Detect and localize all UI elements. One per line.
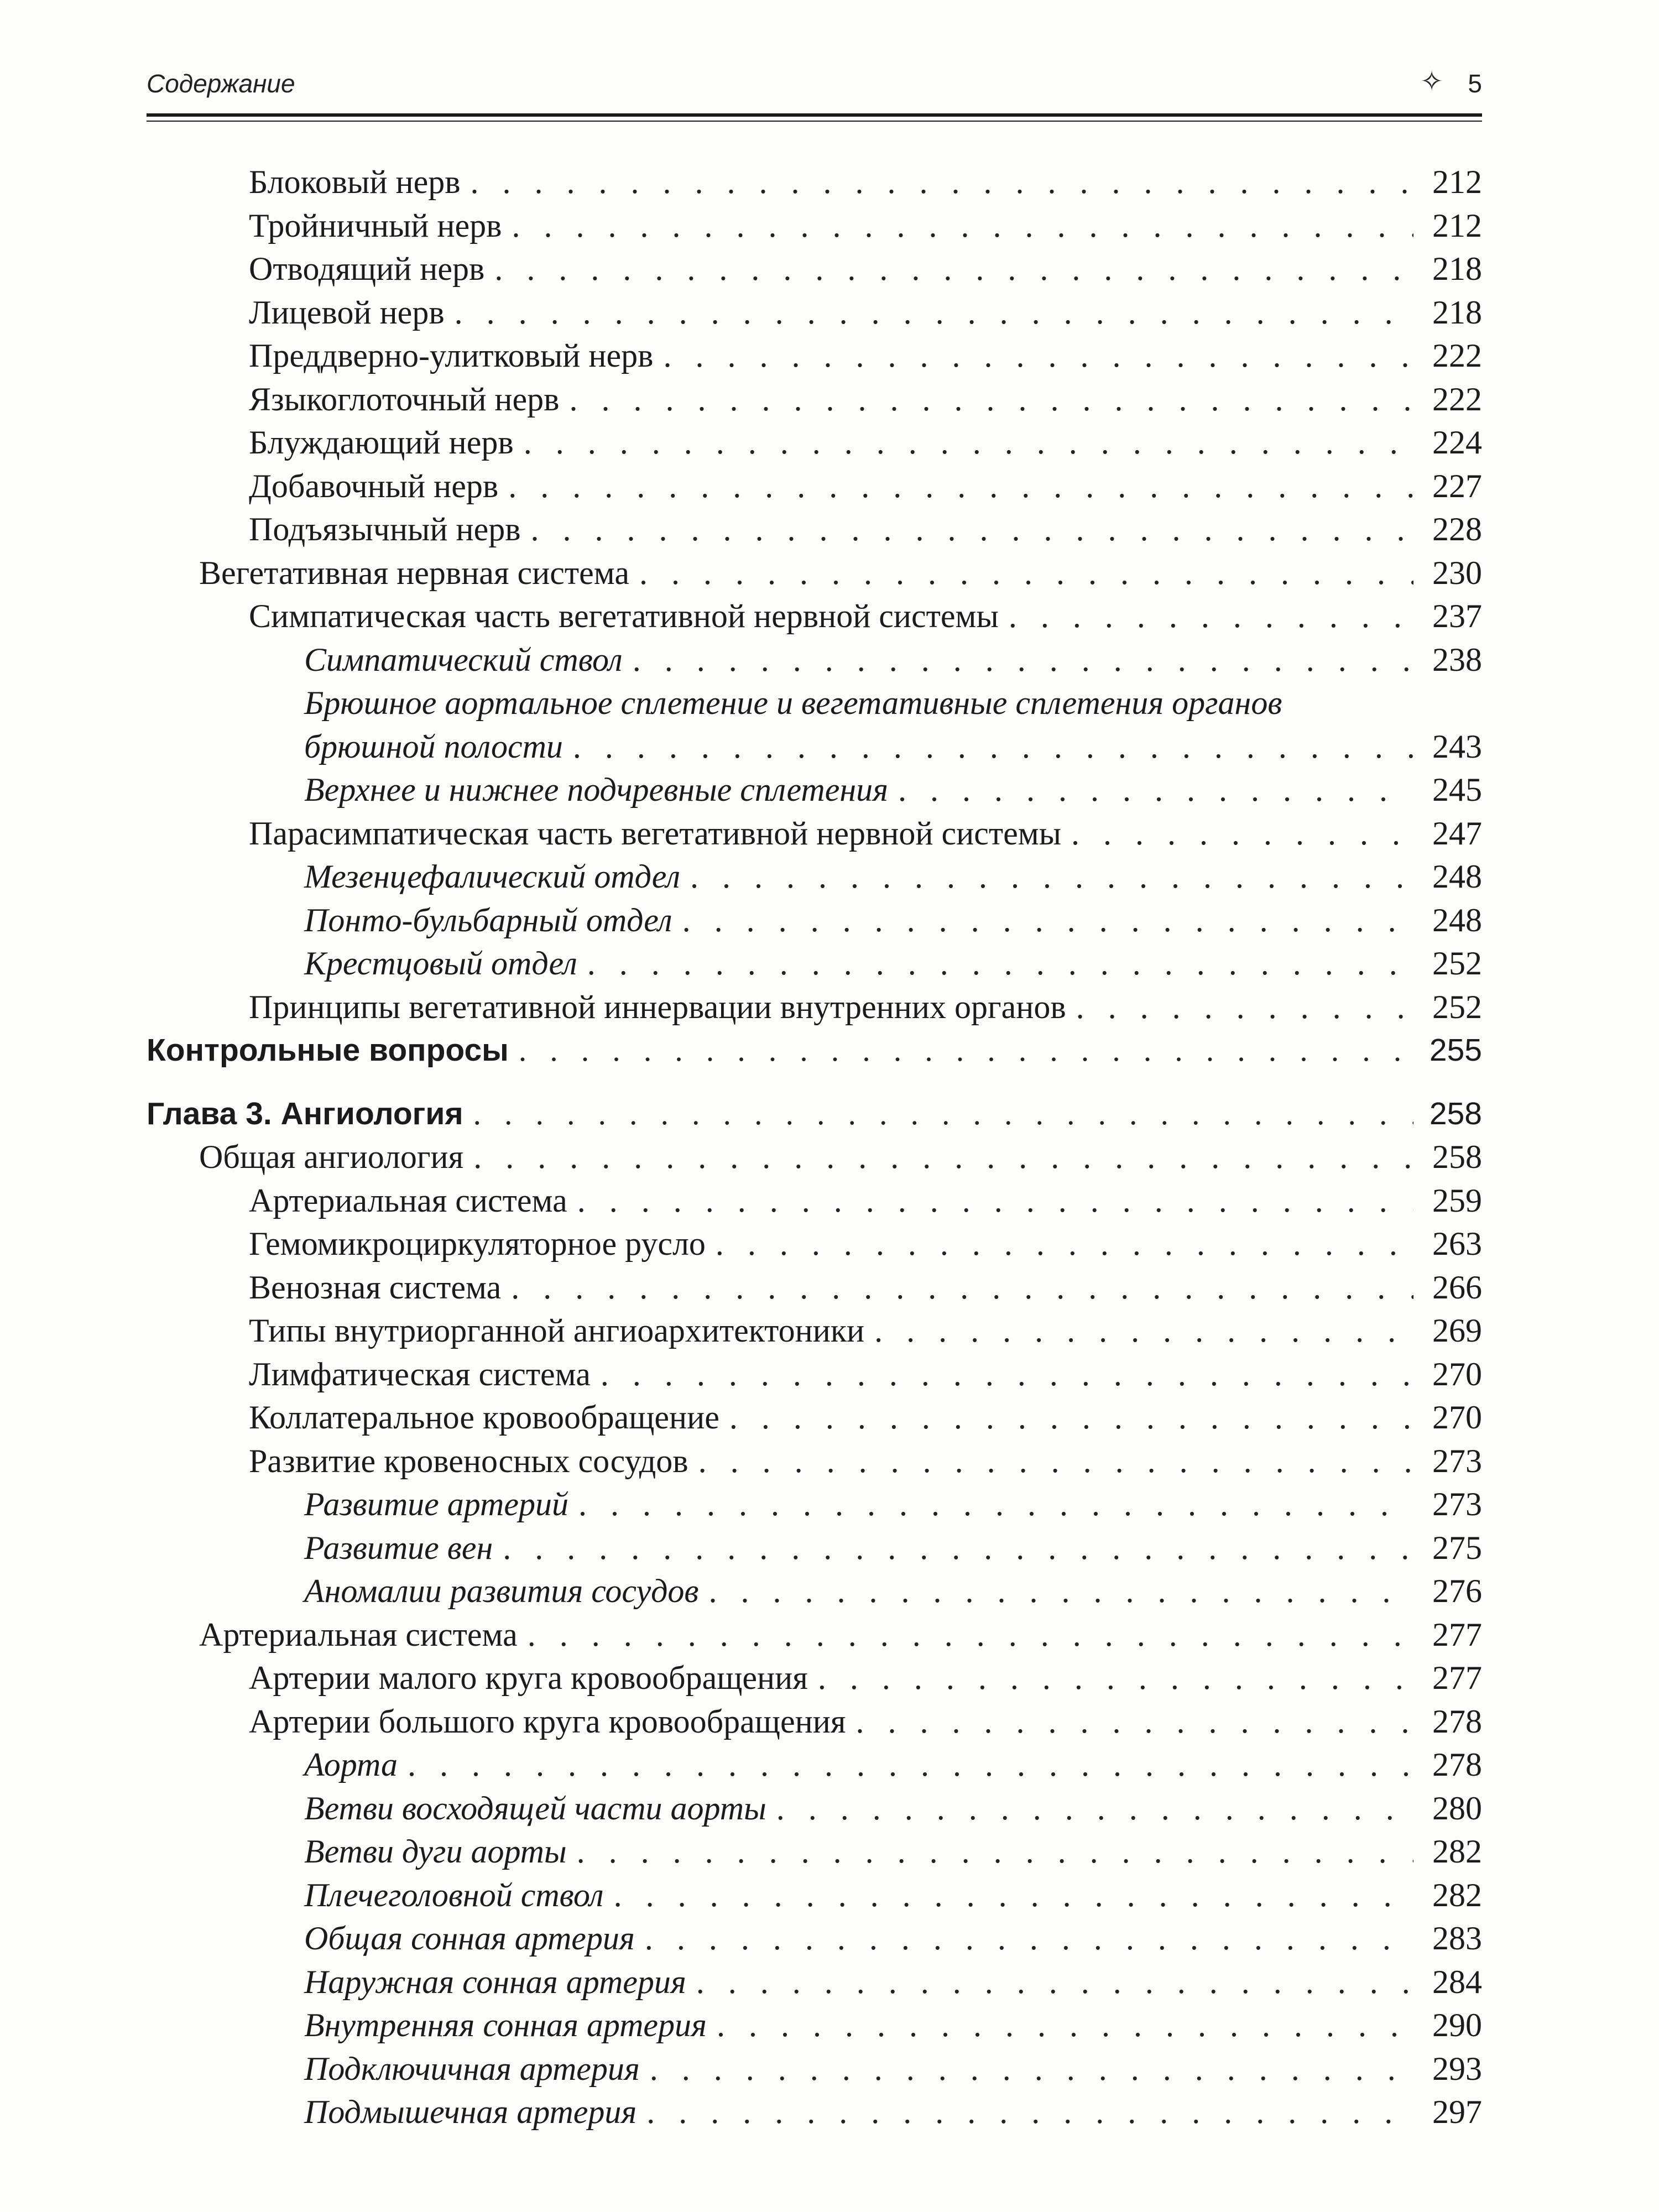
toc-entry [147, 855, 1482, 899]
toc-entry-page: 230 [1432, 554, 1482, 591]
toc-entry [147, 1569, 1482, 1613]
dot-leader [818, 1656, 1413, 1700]
toc-entry-title: Подмышечная артерия [304, 2094, 637, 2130]
toc-entry-page: 270 [1432, 1399, 1482, 1436]
toc-entry-title: Понто-бульбарный отдел [304, 901, 672, 938]
toc-entry [147, 594, 1482, 638]
toc-entry [147, 2004, 1482, 2047]
toc-entry-title: Типы внутриорганной ангиоархитектоники [249, 1312, 865, 1349]
toc-entry-title: брюшной полости [304, 728, 563, 765]
dot-leader [578, 1483, 1413, 1526]
toc-entry [147, 1483, 1482, 1526]
toc-entry-page: 269 [1432, 1312, 1482, 1349]
toc-entry-title: Венозная система [249, 1269, 502, 1306]
toc-entry [147, 1222, 1482, 1266]
dot-leader [577, 1179, 1413, 1223]
toc-entry-page: 237 [1432, 598, 1482, 634]
toc-entry [147, 1353, 1482, 1396]
toc-entry-title: Тройничный нерв [249, 207, 502, 244]
toc-entry-title: Ветви дуги аорты [304, 1833, 567, 1870]
dot-leader [503, 1526, 1413, 1570]
toc-entry-title: Крестцовый отдел [304, 945, 577, 982]
toc-entry-page: 243 [1432, 728, 1482, 765]
toc-entry-page: 282 [1432, 1833, 1482, 1870]
toc-entry-title: Добавочный нерв [249, 467, 499, 504]
dot-leader [650, 2047, 1413, 2091]
toc-entry-title: Аорта [304, 1746, 398, 1783]
toc-entry [147, 1266, 1482, 1310]
dot-leader [696, 1960, 1413, 2004]
toc-entry [147, 334, 1482, 378]
toc-entry-title: Развитие артерий [304, 1486, 568, 1522]
toc-entry-page: 270 [1432, 1355, 1482, 1392]
toc-entry-page: 259 [1432, 1182, 1482, 1219]
toc-entry [147, 681, 1482, 725]
dot-leader [614, 1874, 1413, 1917]
header-rule-thin [147, 121, 1482, 122]
dot-leader [511, 1266, 1413, 1310]
toc-entry-title: Артерии малого круга кровообращения [249, 1660, 808, 1696]
toc-entry-page: 284 [1432, 1963, 1482, 2000]
toc-entry-title: Внутренняя сонная артерия [304, 2007, 707, 2043]
toc-entry [147, 160, 1482, 204]
toc-entry-page: 228 [1432, 511, 1482, 547]
dot-leader [645, 1917, 1413, 1960]
toc-entry [147, 1439, 1482, 1483]
toc-entry-title: Общая сонная артерия [304, 1920, 635, 1957]
toc-entry [147, 378, 1482, 421]
toc-entry [147, 1700, 1482, 1744]
toc-entry-page: 248 [1432, 901, 1482, 938]
toc-entry [147, 1874, 1482, 1917]
toc-entry-page: 247 [1432, 815, 1482, 852]
toc-entry-page: 218 [1432, 251, 1482, 287]
toc-entry [147, 899, 1482, 942]
toc-entry-title: Мезенцефалический отдел [304, 858, 681, 895]
toc-entry [147, 1960, 1482, 2004]
dot-leader [455, 291, 1413, 335]
toc-entry-title: Артериальная система [199, 1616, 518, 1653]
toc-entry [147, 421, 1482, 465]
dot-leader [716, 1222, 1413, 1266]
toc-entry [147, 2090, 1482, 2134]
dot-leader [717, 2004, 1413, 2047]
toc-entry-page: 273 [1432, 1486, 1482, 1522]
toc-entry [147, 247, 1482, 291]
dot-leader [519, 1029, 1413, 1073]
toc-entry-title: Блоковый нерв [249, 164, 461, 200]
toc-entry [147, 204, 1482, 248]
dot-leader [646, 2090, 1413, 2134]
toc-entry-page: 245 [1432, 771, 1482, 808]
toc-entry-title: Преддверно-улитковый нерв [249, 337, 654, 374]
table-of-contents [147, 160, 1482, 2134]
toc-entry-page: 238 [1432, 641, 1482, 678]
toc-entry-page: 276 [1432, 1573, 1482, 1609]
toc-entry-title: Ветви восходящей части аорты [304, 1790, 766, 1827]
toc-entry-page: 252 [1432, 988, 1482, 1025]
dot-leader [855, 1700, 1413, 1744]
dot-leader [682, 899, 1413, 942]
toc-entry-title: Симпатический ствол [304, 641, 623, 678]
toc-entry-title: Артериальная система [249, 1182, 567, 1219]
toc-entry-page: 252 [1432, 945, 1482, 982]
toc-entry-title: Блуждающий нерв [249, 424, 514, 461]
toc-entry [147, 1526, 1482, 1570]
dot-leader [729, 1396, 1413, 1439]
dot-leader [663, 334, 1413, 378]
toc-entry-page: 263 [1432, 1225, 1482, 1262]
toc-entry-page: 277 [1432, 1616, 1482, 1653]
toc-entry [147, 2047, 1482, 2091]
toc-entry [147, 1135, 1482, 1179]
toc-entry-title: Артерии большого круга кровообращения [249, 1703, 846, 1740]
dot-leader [577, 1830, 1413, 1874]
page-number: 5 [1468, 69, 1482, 98]
toc-entry [147, 985, 1482, 1029]
toc-entry-page: 297 [1432, 2094, 1482, 2130]
toc-entry-title: Верхнее и нижнее подчревные сплетения [304, 771, 888, 808]
toc-entry-title: Подключичная артерия [304, 2050, 640, 2087]
toc-entry [147, 508, 1482, 551]
dot-leader [531, 508, 1413, 551]
toc-entry-title: Коллатеральное кровообращение [249, 1399, 719, 1436]
toc-entry [147, 1743, 1482, 1787]
toc-entry-page: 277 [1432, 1660, 1482, 1696]
toc-entry [147, 1613, 1482, 1657]
toc-entry-page: 248 [1432, 858, 1482, 895]
dot-leader [587, 942, 1413, 985]
diamond-ornament-icon: ✧ [1420, 65, 1443, 97]
toc-entry-page: 218 [1432, 294, 1482, 331]
toc-entry [147, 1396, 1482, 1439]
toc-entry-page: 273 [1432, 1442, 1482, 1479]
toc-entry-title: Гемомикроциркуляторное русло [249, 1225, 706, 1262]
toc-entry-page: 255 [1429, 1032, 1482, 1068]
toc-entry-page: 278 [1432, 1703, 1482, 1740]
toc-entry-page: 278 [1432, 1746, 1482, 1783]
toc-entry [147, 1917, 1482, 1960]
toc-entry-page: 282 [1432, 1876, 1482, 1913]
toc-entry [147, 1656, 1482, 1700]
running-header [147, 65, 1482, 109]
toc-entry [147, 1830, 1482, 1874]
dot-leader [698, 1439, 1413, 1483]
dot-leader [494, 247, 1413, 291]
toc-entry [147, 1092, 1482, 1136]
toc-entry-page: 227 [1432, 467, 1482, 504]
toc-entry-title: Отводящий нерв [249, 251, 485, 287]
dot-leader [473, 1093, 1413, 1136]
dot-leader [1009, 594, 1413, 638]
dot-leader [601, 1353, 1413, 1396]
dot-leader [1076, 985, 1413, 1029]
toc-entry-page: 293 [1432, 2050, 1482, 2087]
toc-entry [147, 638, 1482, 682]
toc-entry-page: 283 [1432, 1920, 1482, 1957]
toc-entry-title: Брюшное аортальное сплетение и вегетативные сплетения органов [304, 685, 1282, 721]
toc-entry-page: 212 [1432, 164, 1482, 200]
dot-leader [508, 465, 1413, 508]
dot-leader [898, 768, 1413, 812]
dot-leader [633, 638, 1413, 682]
toc-entry-page: 222 [1432, 337, 1482, 374]
dot-leader [570, 378, 1413, 421]
toc-entry [147, 1309, 1482, 1353]
toc-entry-page: 258 [1432, 1139, 1482, 1175]
dot-leader [524, 421, 1413, 465]
toc-entry [147, 291, 1482, 335]
toc-entry-title: Глава 3. Ангиология [147, 1095, 463, 1131]
toc-entry-title: Языкоглоточный нерв [249, 380, 560, 418]
dot-leader [776, 1787, 1413, 1830]
toc-entry-title: Вегетативная нервная система [199, 554, 629, 591]
toc-entry-title: Принципы вегетативной иннервации внутренних органов [249, 988, 1066, 1025]
toc-entry-title: Лимфатическая система [249, 1355, 591, 1392]
running-head-title: Содержание [147, 69, 295, 98]
toc-entry-page: 266 [1432, 1269, 1482, 1306]
dot-leader [573, 725, 1413, 769]
toc-entry-title: Развитие вен [304, 1529, 493, 1566]
toc-entry-title: Подъязычный нерв [249, 511, 521, 547]
toc-entry-title: Симпатическая часть вегетативной нервной системы [249, 598, 999, 634]
toc-entry [147, 942, 1482, 985]
header-rule-thick [147, 113, 1482, 117]
dot-leader [512, 204, 1413, 248]
toc-entry [147, 1179, 1482, 1223]
toc-entry-title: Контрольные вопросы [147, 1032, 509, 1068]
toc-entry [147, 725, 1482, 769]
toc-entry-page: 280 [1432, 1790, 1482, 1827]
toc-entry-page: 224 [1432, 424, 1482, 461]
dot-leader [1071, 812, 1413, 855]
toc-entry-title: Наружная сонная артерия [304, 1963, 686, 2000]
dot-leader [708, 1569, 1413, 1613]
toc-entry-title: Парасимпатическая часть вегетативной нервной системы [249, 815, 1062, 852]
toc-entry [147, 812, 1482, 855]
toc-entry [147, 768, 1482, 812]
toc-entry [147, 1787, 1482, 1830]
toc-entry-title: Плечеголовной ствол [304, 1876, 604, 1913]
dot-leader [639, 551, 1413, 595]
dot-leader [471, 160, 1413, 204]
dot-leader [408, 1743, 1413, 1787]
toc-entry [147, 465, 1482, 508]
toc-entry-page: 290 [1432, 2007, 1482, 2043]
toc-entry [147, 551, 1482, 595]
toc-entry-title: Развитие кровеносных сосудов [249, 1442, 688, 1479]
toc-entry-page: 258 [1429, 1095, 1482, 1131]
toc-entry-page: 212 [1432, 207, 1482, 244]
dot-leader [528, 1613, 1413, 1657]
toc-entry-title: Лицевой нерв [249, 294, 445, 331]
toc-entry-page: 275 [1432, 1529, 1482, 1566]
dot-leader [874, 1309, 1413, 1353]
dot-leader [473, 1135, 1413, 1179]
toc-entry [147, 1029, 1482, 1072]
toc-entry-title: Общая ангиология [199, 1139, 464, 1175]
toc-entry-title: Аномалии развития сосудов [304, 1573, 699, 1609]
dot-leader [690, 855, 1413, 899]
toc-entry-page: 222 [1432, 380, 1482, 418]
